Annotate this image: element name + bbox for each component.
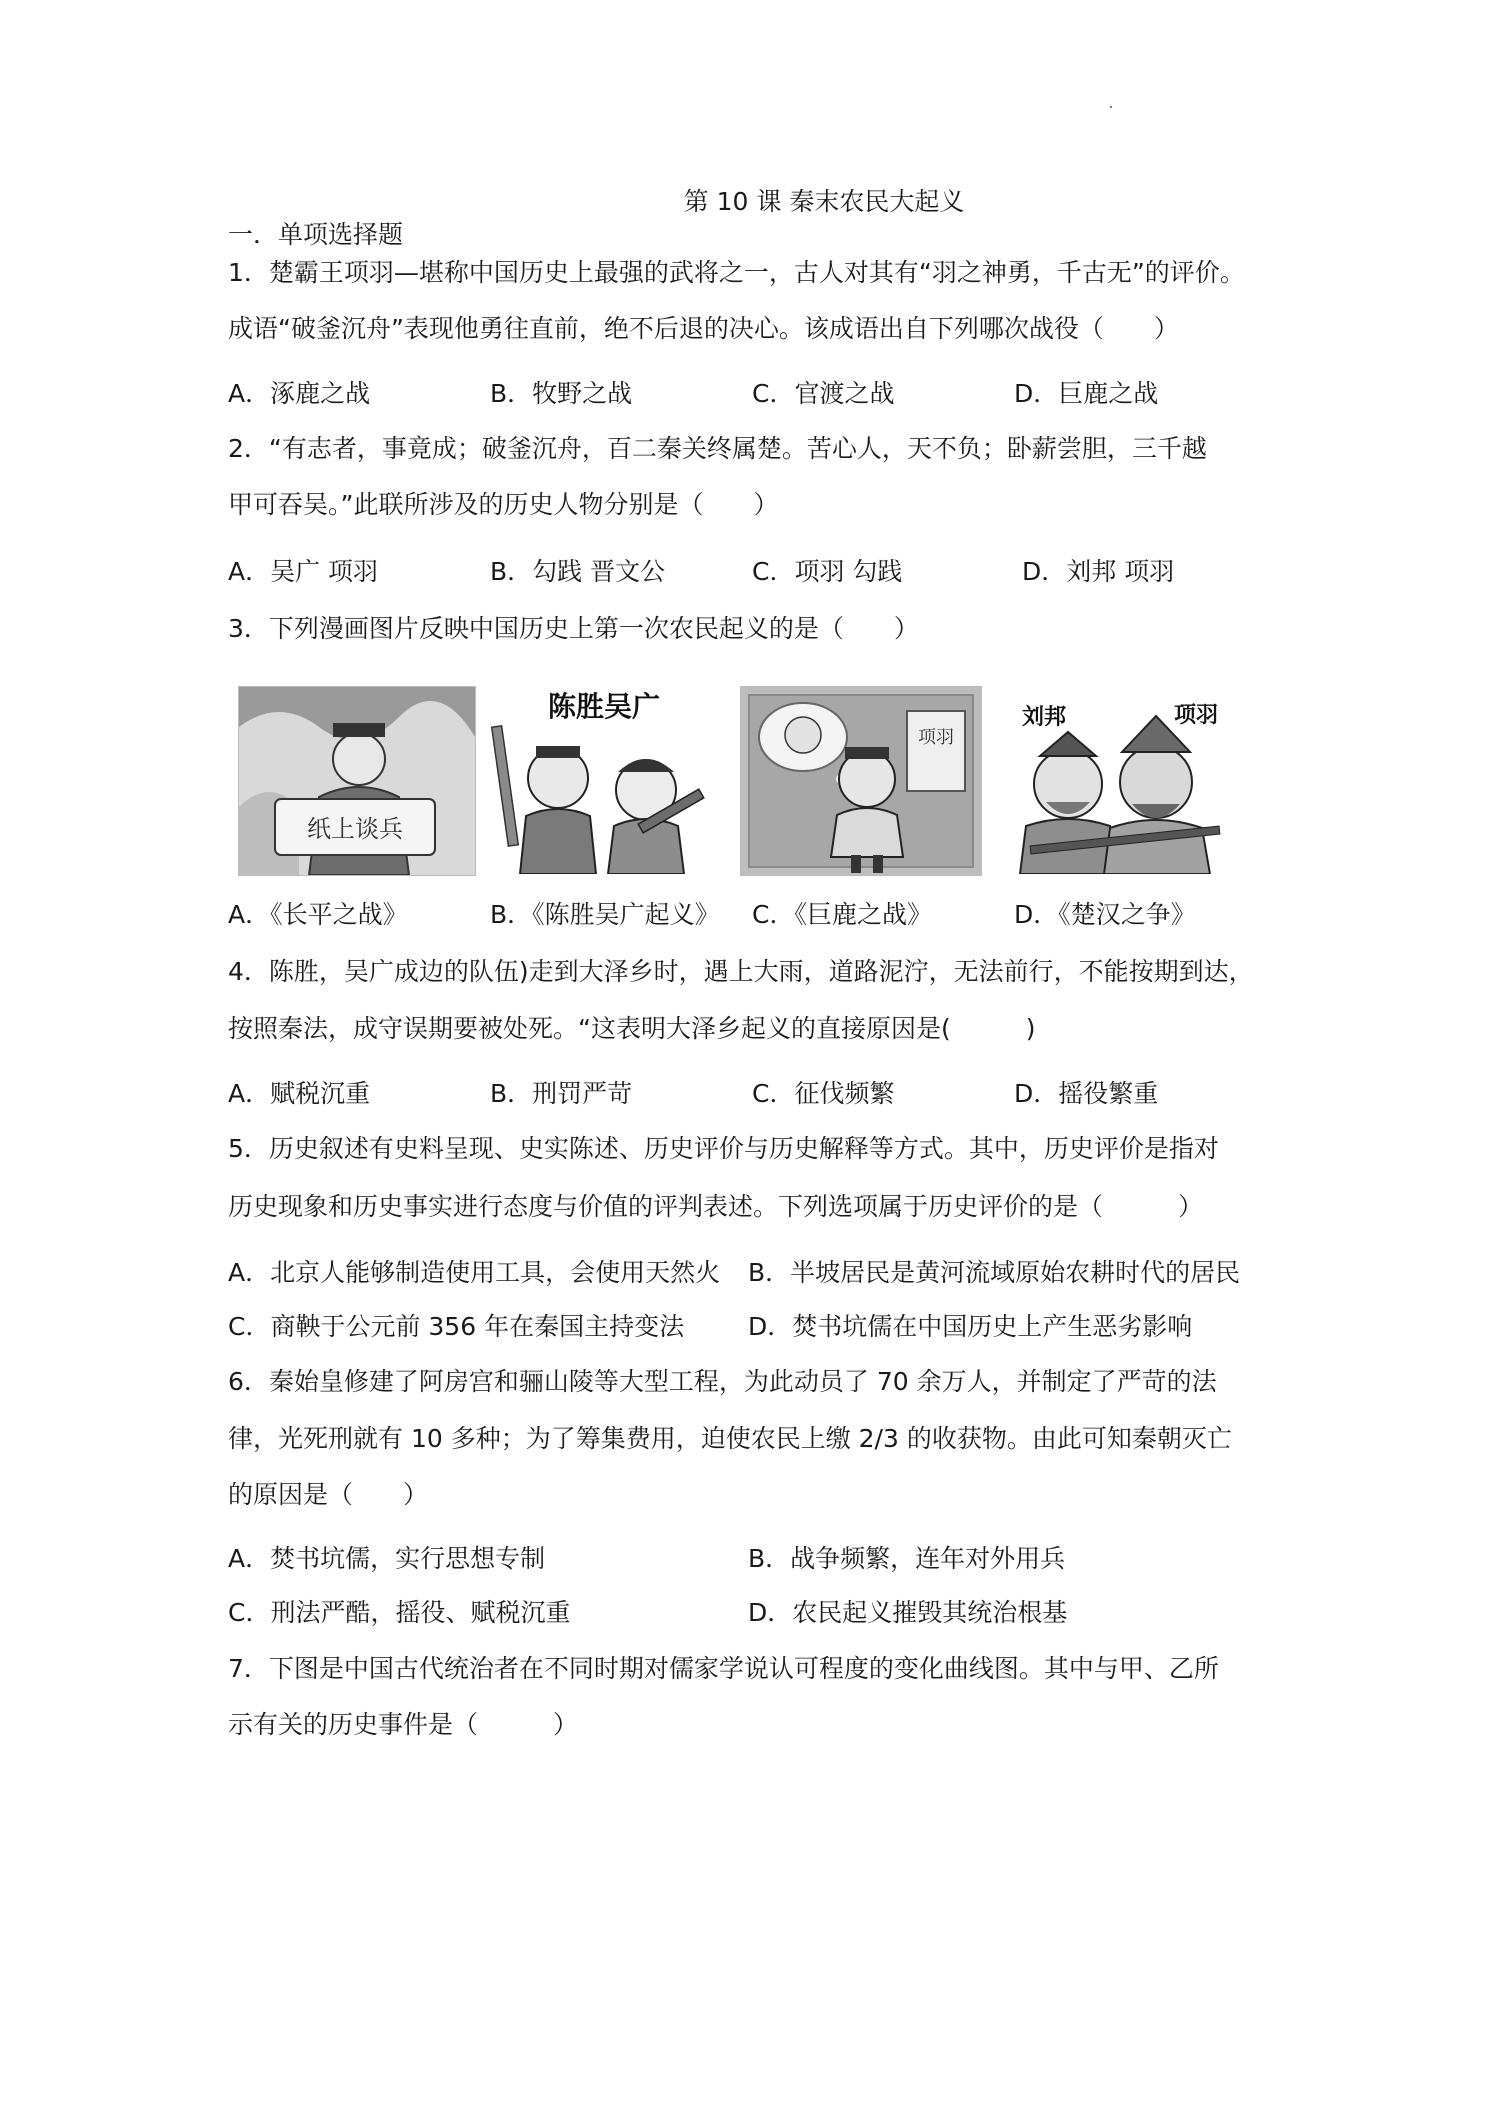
- cartoon-liu-bang-xiang-yu-image: [1000, 686, 1240, 874]
- cartoon-2-label: 陈胜吴广: [547, 690, 661, 723]
- question-3-line-1: 3．下列漫画图片反映中国历史上第一次农民起义的是（ ）: [228, 614, 919, 643]
- question-4-option-a[interactable]: A．赋税沉重: [228, 1079, 371, 1108]
- question-4-option-d[interactable]: D．摇役繁重: [1014, 1079, 1159, 1108]
- question-5-option-c[interactable]: C．商鞅于公元前 356 年在秦国主持变法: [228, 1312, 685, 1341]
- question-5-option-b[interactable]: B．半坡居民是黄河流域原始农耕时代的居民: [748, 1258, 1241, 1287]
- question-7-line-2: 示有关的历史事件是（ ）: [228, 1710, 579, 1739]
- question-6-line-3: 的原因是（ ）: [228, 1480, 429, 1509]
- question-3-option-c[interactable]: C．《巨鹿之战》: [752, 900, 932, 929]
- section-heading: 一．单项选择题: [228, 220, 404, 249]
- question-6-option-a[interactable]: A．焚书坑儒，实行思想专制: [228, 1544, 546, 1573]
- question-2-line-1: 2．“有志者，事竟成；破釜沉舟，百二秦关终属楚。苦心人，天不负；卧薪尝胆，三千越: [228, 434, 1207, 463]
- question-5-option-d[interactable]: D．焚书坑儒在中国历史上产生恶劣影响: [748, 1312, 1193, 1341]
- question-1-option-c[interactable]: C．官渡之战: [752, 379, 895, 408]
- question-3-option-b[interactable]: B．《陈胜吴广起义》: [490, 900, 720, 929]
- page-title: 第 10 课 秦末农民大起义: [683, 187, 965, 216]
- question-7-line-1: 7．下图是中国古代统治者在不同时期对儒家学说认可程度的变化曲线图。其中与甲、乙所: [228, 1654, 1219, 1683]
- cartoon-xiang-yu-dream-image: [740, 686, 982, 876]
- question-2-option-d[interactable]: D．刘邦 项羽: [1022, 557, 1175, 586]
- scroll-text: 纸上谈兵: [307, 815, 403, 843]
- cartoon-3-label: 项羽: [918, 727, 954, 748]
- cartoon-4-label-right: 项羽: [1173, 703, 1219, 728]
- question-1-option-b[interactable]: B．牧野之战: [490, 379, 633, 408]
- question-2-line-2: 甲可吞吴。”此联所涉及的历史人物分别是（ ）: [228, 490, 779, 519]
- question-2-option-a[interactable]: A．吴广 项羽: [228, 557, 379, 586]
- question-6-option-b[interactable]: B．战争频繁，连年对外用兵: [748, 1544, 1066, 1573]
- cartoon-emperor-scroll-image: [238, 686, 476, 876]
- question-6-option-c[interactable]: C．刑法严酷，摇役、赋税沉重: [228, 1598, 571, 1627]
- question-3-option-a[interactable]: A．《长平之战》: [228, 900, 408, 929]
- question-3-option-d[interactable]: D．《楚汉之争》: [1014, 900, 1196, 929]
- question-6-line-1: 6．秦始皇修建了阿房宫和骊山陵等大型工程，为此动员了 70 余万人，并制定了严苛的法: [228, 1367, 1217, 1396]
- cartoon-4-label-left: 刘邦: [1021, 705, 1067, 730]
- question-1-line-2: 成语“破釜沉舟”表现他勇往直前，绝不后退的决心。该成语出自下列哪次战役（ ）: [228, 314, 1179, 343]
- question-4-option-b[interactable]: B．刑罚严苛: [490, 1079, 633, 1108]
- scan-speck: [1110, 106, 1112, 108]
- question-6-option-d[interactable]: D．农民起义摧毁其统治根基: [748, 1598, 1068, 1627]
- question-4-line-1: 4．陈胜，吴广成边的队伍)走到大泽乡时，遇上大雨，道路泥泞，无法前行，不能按期到达，: [228, 957, 1254, 986]
- question-5-line-1: 5．历史叙述有史料呈现、史实陈述、历史评价与历史解释等方式。其中，历史评价是指对: [228, 1134, 1219, 1163]
- question-1-option-a[interactable]: A．涿鹿之战: [228, 379, 371, 408]
- question-4-option-c[interactable]: C．征伐频繁: [752, 1079, 895, 1108]
- question-6-line-2: 律，光死刑就有 10 多种；为了筹集费用，迫使农民上缴 2/3 的收获物。由此可知秦朝灭亡: [228, 1424, 1232, 1453]
- question-2-option-b[interactable]: B．勾践 晋文公: [490, 557, 666, 586]
- question-4-line-2: 按照秦法，成守误期要被处死。“这表明大泽乡起义的直接原因是( ): [228, 1014, 1036, 1043]
- question-5-line-2: 历史现象和历史事实进行态度与价值的评判表述。下列选项属于历史评价的是（ ）: [228, 1192, 1204, 1221]
- cartoon-chen-sheng-wu-guang-image: [486, 686, 714, 874]
- question-1-option-d[interactable]: D．巨鹿之战: [1014, 379, 1159, 408]
- question-2-option-c[interactable]: C．项羽 勾践: [752, 557, 903, 586]
- question-1-line-1: 1．楚霸王项羽—堪称中国历史上最强的武将之一，古人对其有“羽之神勇，千古无”的评价。: [228, 258, 1245, 287]
- question-5-option-a[interactable]: A．北京人能够制造使用工具，会使用天然火: [228, 1258, 721, 1287]
